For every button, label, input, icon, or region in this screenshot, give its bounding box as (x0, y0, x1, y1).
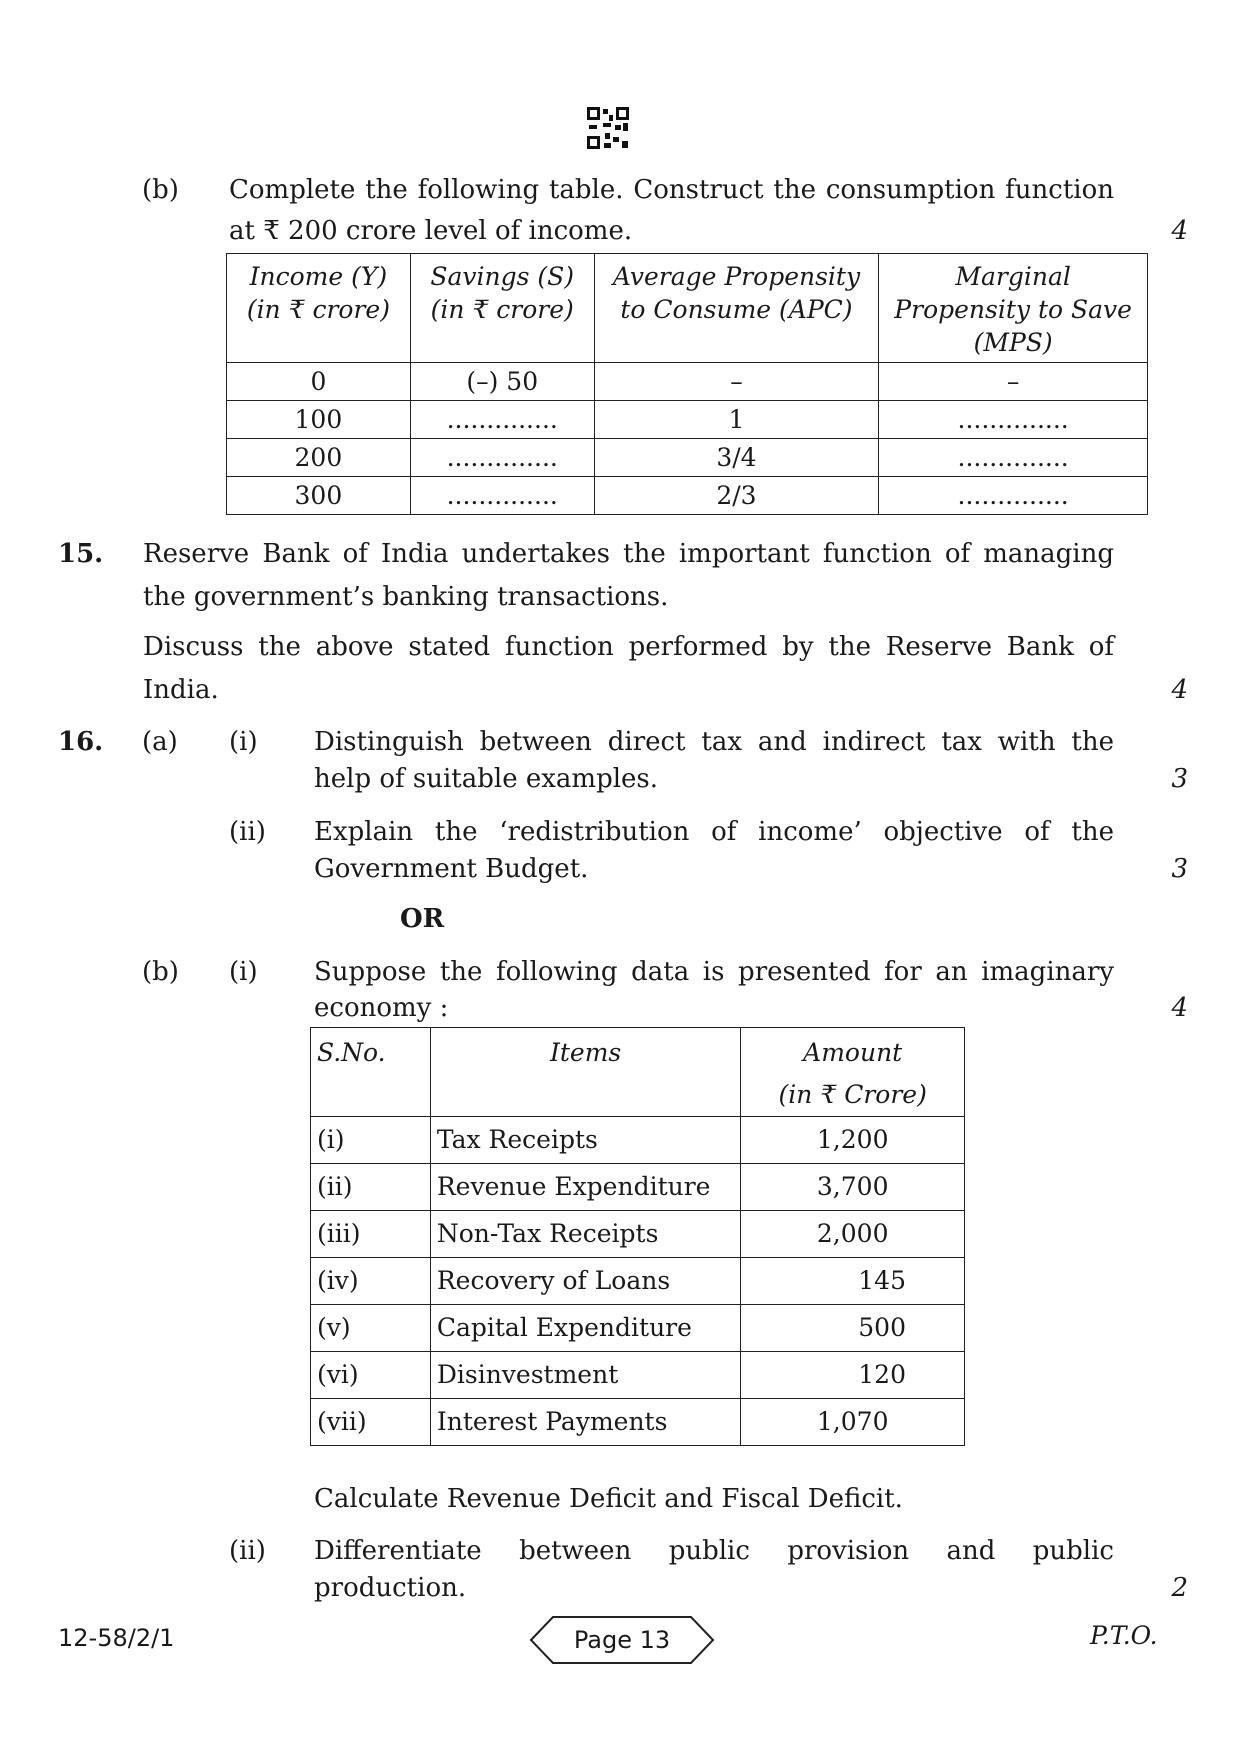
q16b-ii-marks: 2 (1171, 1573, 1188, 1603)
table-cell: (v) (311, 1305, 431, 1352)
q15-text-line1: Reserve Bank of India undertakes the important function of managing (143, 539, 1114, 569)
table-cell: .............. (879, 401, 1148, 439)
q16b-i-line2: economy : (314, 993, 449, 1023)
q16b-i-line1: Suppose the following data is presented for an imaginary (314, 957, 1114, 987)
q16b-label: (b) (142, 957, 179, 987)
header-sno: S.No. (311, 1028, 431, 1117)
table-cell: 1,070 (741, 1399, 965, 1446)
table-row (227, 363, 1148, 401)
table-row (311, 1258, 965, 1305)
table-cell: 1 (594, 401, 879, 439)
q15-text-line4: India. (143, 675, 219, 705)
table-row (311, 1352, 965, 1399)
table-cell: 2,000 (741, 1211, 965, 1258)
q16b-i-calc: Calculate Revenue Deficit and Fiscal Deficit. (314, 1484, 903, 1514)
q16a-ii-line1: Explain the ‘redistribution of income’ objective of the (314, 817, 1114, 847)
table-cell: .............. (410, 439, 594, 477)
q16b-ii-line1: Differentiate between public provision and public (314, 1536, 1114, 1566)
table-cell: 2/3 (594, 477, 879, 515)
table-cell: Interest Payments (430, 1399, 741, 1446)
table-cell: (vii) (311, 1399, 431, 1446)
or-separator: OR (400, 904, 445, 934)
q16-number: 16. (58, 727, 104, 757)
table-row (311, 1211, 965, 1258)
table-cell: .............. (879, 477, 1148, 515)
q16a-i-label: (i) (229, 727, 258, 757)
table-cell: 500 (741, 1305, 965, 1352)
q16a-i-line1: Distinguish between direct tax and indirect tax with the (314, 727, 1114, 757)
table-cell: (vi) (311, 1352, 431, 1399)
table-cell: 145 (741, 1258, 965, 1305)
q16b-i-marks: 4 (1171, 993, 1188, 1023)
table-header-row (311, 1028, 965, 1117)
table-cell: .............. (410, 401, 594, 439)
header-apc: Average Propensity to Consume (APC) (594, 254, 879, 363)
table-row (227, 401, 1148, 439)
q15-text-line2: the government’s banking transactions. (143, 582, 669, 612)
table-row (227, 477, 1148, 515)
table-cell: (iv) (311, 1258, 431, 1305)
table-cell: – (594, 363, 879, 401)
page-number: Page 13 (573, 1626, 671, 1654)
q14b-text-line2: at ₹ 200 crore level of income. (229, 216, 633, 246)
table-cell: – (879, 363, 1148, 401)
table-row (311, 1399, 965, 1446)
q16a-label: (a) (142, 727, 178, 757)
q16b-i-label: (i) (229, 957, 258, 987)
table-cell: 300 (227, 477, 411, 515)
header-savings: Savings (S) (in ₹ crore) (410, 254, 594, 363)
table-cell: Revenue Expenditure (430, 1164, 741, 1211)
table-cell: 120 (741, 1352, 965, 1399)
table-cell: 200 (227, 439, 411, 477)
header-amount: Amount (in ₹ Crore) (741, 1028, 965, 1117)
header-income: Income (Y) (in ₹ crore) (227, 254, 411, 363)
consumption-table (226, 253, 1148, 515)
table-cell: (ii) (311, 1164, 431, 1211)
table-cell: 3/4 (594, 439, 879, 477)
table-cell: 1,200 (741, 1117, 965, 1164)
q16b-ii-line2: production. (314, 1573, 467, 1603)
header-mps: Marginal Propensity to Save (MPS) (879, 254, 1148, 363)
q15-text-line3: Discuss the above stated function performed by the Reserve Bank of (143, 632, 1114, 662)
q14b-marks: 4 (1171, 216, 1188, 246)
table-cell: 3,700 (741, 1164, 965, 1211)
q16b-ii-label: (ii) (229, 1536, 266, 1566)
table-cell: Tax Receipts (430, 1117, 741, 1164)
q14b-text-line1: Complete the following table. Construct the consumption function (229, 175, 1114, 205)
table-cell: .............. (410, 477, 594, 515)
table-cell: (–) 50 (410, 363, 594, 401)
budget-table (310, 1027, 965, 1446)
table-cell: Non-Tax Receipts (430, 1211, 741, 1258)
header-items: Items (430, 1028, 741, 1117)
q16a-ii-line2: Government Budget. (314, 854, 589, 884)
table-row (311, 1305, 965, 1352)
table-cell: (i) (311, 1117, 431, 1164)
q14b-label: (b) (142, 175, 179, 205)
qr-code-icon (587, 107, 629, 149)
table-row (311, 1117, 965, 1164)
q16a-ii-marks: 3 (1171, 854, 1188, 884)
q16a-ii-label: (ii) (229, 817, 266, 847)
table-row (227, 439, 1148, 477)
q16a-i-marks: 3 (1171, 764, 1188, 794)
q15-number: 15. (58, 539, 104, 569)
table-cell: Disinvestment (430, 1352, 741, 1399)
pto-label: P.T.O. (1090, 1621, 1158, 1650)
table-cell: Capital Expenditure (430, 1305, 741, 1352)
table-header-row (227, 254, 1148, 363)
q15-marks: 4 (1171, 675, 1188, 705)
page-number-badge (529, 1615, 715, 1665)
table-cell: (iii) (311, 1211, 431, 1258)
table-row (311, 1164, 965, 1211)
table-cell: Recovery of Loans (430, 1258, 741, 1305)
paper-code: 12-58/2/1 (58, 1624, 175, 1652)
table-cell: .............. (879, 439, 1148, 477)
table-cell: 0 (227, 363, 411, 401)
q16a-i-line2: help of suitable examples. (314, 764, 659, 794)
table-cell: 100 (227, 401, 411, 439)
